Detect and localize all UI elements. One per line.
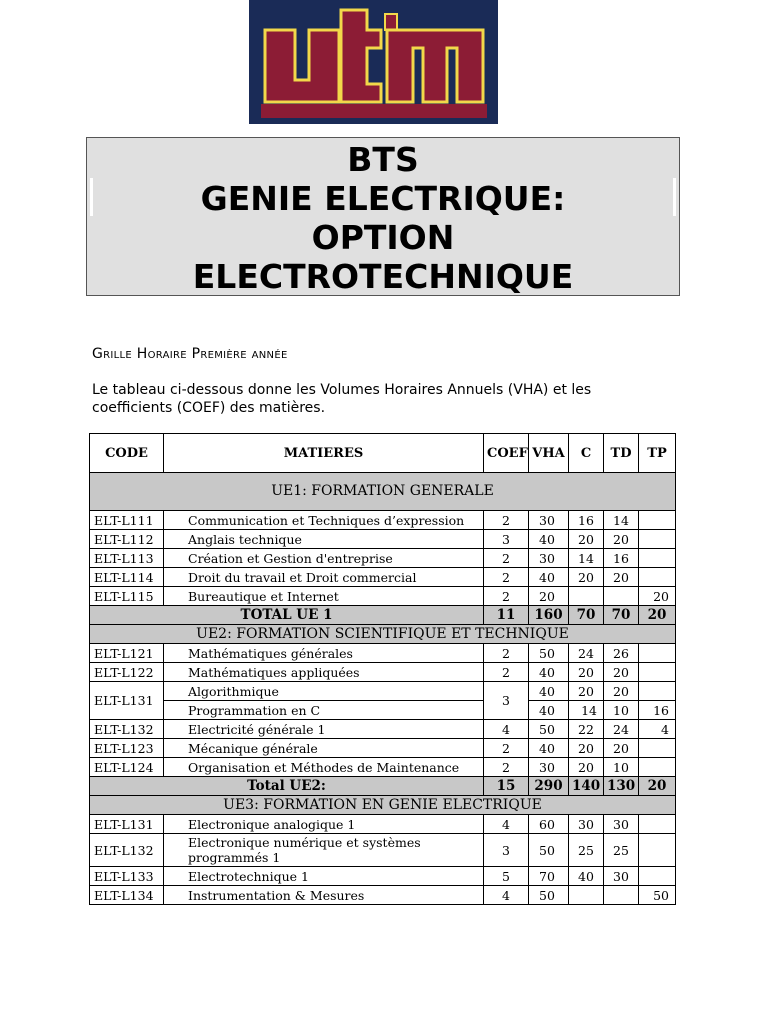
cell-coef: 2 [484, 568, 529, 587]
cell-tp [639, 739, 676, 758]
cell-vha: 40 [529, 568, 569, 587]
cell-vha: 50 [529, 834, 569, 867]
cell-td: 20 [604, 568, 639, 587]
cell-matiere: Création et Gestion d'entreprise [164, 549, 484, 568]
title-banner [86, 137, 680, 296]
cell-vha: 60 [529, 815, 569, 834]
cell-coef: 4 [484, 720, 529, 739]
cell-matiere: Mathématiques appliquées [164, 663, 484, 682]
cell-vha: 30 [529, 549, 569, 568]
section-row-ue2 [90, 625, 676, 644]
schedule-table [89, 433, 676, 905]
cell-matiere: Mathématiques générales [164, 644, 484, 663]
cell-c: 40 [569, 867, 604, 886]
cell-coef: 4 [484, 815, 529, 834]
cell-coef: 2 [484, 549, 529, 568]
cell-coef: 2 [484, 739, 529, 758]
cell-tp [639, 568, 676, 587]
header-coef: COEF [484, 434, 529, 473]
decor-tick [90, 178, 93, 216]
cell-td: 25 [604, 834, 639, 867]
cell-matiere: Electronique analogique 1 [164, 815, 484, 834]
cell-vha: 50 [529, 720, 569, 739]
cell-code: ELT-L132 [90, 720, 164, 739]
cell-td: 20 [604, 739, 639, 758]
cell-matiere: Communication et Techniques d’expression [164, 511, 484, 530]
total-td: 70 [604, 606, 639, 625]
cell-code: ELT-L124 [90, 758, 164, 777]
cell-code: ELT-L121 [90, 644, 164, 663]
cell-coef: 2 [484, 587, 529, 606]
section-heading: Grille Horaire Première année [92, 346, 288, 362]
cell-vha: 40 [529, 663, 569, 682]
cell-td: 20 [604, 530, 639, 549]
cell-vha: 70 [529, 867, 569, 886]
cell-td: 24 [604, 720, 639, 739]
cell-coef: 2 [484, 758, 529, 777]
cell-td: 14 [604, 511, 639, 530]
cell-matiere: Anglais technique [164, 530, 484, 549]
section-row-ue3 [90, 796, 676, 815]
cell-vha: 40 [529, 682, 569, 701]
cell-code: ELT-L113 [90, 549, 164, 568]
header-tp: TP [639, 434, 676, 473]
cell-td: 10 [604, 701, 639, 720]
total-tp: 20 [639, 777, 676, 796]
cell-c: 14 [569, 549, 604, 568]
header-td: TD [604, 434, 639, 473]
header-vha: VHA [529, 434, 569, 473]
cell-matiere: Mécanique générale [164, 739, 484, 758]
total-row-ue1 [90, 606, 676, 625]
cell-tp: 50 [639, 886, 676, 905]
cell-c: 24 [569, 644, 604, 663]
cell-c: 20 [569, 739, 604, 758]
cell-code: ELT-L112 [90, 530, 164, 549]
total-coef: 15 [484, 777, 529, 796]
total-c: 70 [569, 606, 604, 625]
cell-tp [639, 644, 676, 663]
cell-code: ELT-L134 [90, 886, 164, 905]
cell-tp [639, 663, 676, 682]
cell-code: ELT-L114 [90, 568, 164, 587]
cell-matiere: Droit du travail et Droit commercial [164, 568, 484, 587]
cell-td: 10 [604, 758, 639, 777]
cell-code: ELT-L131 [90, 815, 164, 834]
cell-c: 20 [569, 758, 604, 777]
cell-code: ELT-L115 [90, 587, 164, 606]
cell-c: 22 [569, 720, 604, 739]
total-row-ue2 [90, 777, 676, 796]
cell-vha: 40 [529, 701, 569, 720]
cell-tp: 4 [639, 720, 676, 739]
cell-vha: 40 [529, 530, 569, 549]
table-header-row [90, 434, 676, 473]
cell-vha: 30 [529, 758, 569, 777]
cell-td: 26 [604, 644, 639, 663]
cell-coef: 2 [484, 663, 529, 682]
table-row [90, 815, 676, 834]
table-row [90, 739, 676, 758]
cell-matiere: Programmation en C [164, 701, 484, 720]
header-matieres: MATIERES [164, 434, 484, 473]
section-title: UE1: FORMATION GENERALE [90, 473, 676, 511]
cell-vha: 20 [529, 587, 569, 606]
cell-matiere: Algorithmique [164, 682, 484, 701]
cell-matiere: Electrotechnique 1 [164, 867, 484, 886]
cell-matiere: Bureautique et Internet [164, 587, 484, 606]
cell-coef: 2 [484, 644, 529, 663]
total-coef: 11 [484, 606, 529, 625]
cell-vha: 40 [529, 739, 569, 758]
cell-coef: 3 [484, 682, 529, 720]
cell-code: ELT-L111 [90, 511, 164, 530]
decor-tick [673, 178, 676, 216]
table-row [90, 549, 676, 568]
total-label: Total UE2: [90, 777, 484, 796]
cell-td [604, 587, 639, 606]
cell-coef: 3 [484, 834, 529, 867]
table-row [90, 511, 676, 530]
cell-tp [639, 530, 676, 549]
cell-td [604, 886, 639, 905]
cell-c: 20 [569, 682, 604, 701]
cell-code: ELT-L132 [90, 834, 164, 867]
cell-coef: 3 [484, 530, 529, 549]
cell-tp [639, 549, 676, 568]
cell-c [569, 886, 604, 905]
cell-matiere: Electronique numérique et systèmes programmés 1 [164, 834, 484, 867]
cell-code: ELT-L131 [90, 682, 164, 720]
cell-code: ELT-L123 [90, 739, 164, 758]
table-row [90, 530, 676, 549]
table-row [90, 568, 676, 587]
cell-tp [639, 815, 676, 834]
cell-matiere: Organisation et Méthodes de Maintenance [164, 758, 484, 777]
cell-matiere: Instrumentation & Mesures [164, 886, 484, 905]
table-row [90, 682, 676, 701]
cell-td: 30 [604, 867, 639, 886]
total-label: TOTAL UE 1 [90, 606, 484, 625]
title-line-3: OPTION [311, 218, 455, 257]
cell-c: 20 [569, 663, 604, 682]
cell-c: 20 [569, 568, 604, 587]
cell-td: 20 [604, 682, 639, 701]
cell-tp [639, 682, 676, 701]
cell-tp: 16 [639, 701, 676, 720]
cell-code: ELT-L122 [90, 663, 164, 682]
title-line-1: BTS [347, 140, 419, 179]
table-row [90, 834, 676, 867]
table-row [90, 701, 676, 720]
cell-c [569, 587, 604, 606]
table-row [90, 867, 676, 886]
cell-td: 30 [604, 815, 639, 834]
total-c: 140 [569, 777, 604, 796]
section-title: UE2: FORMATION SCIENTIFIQUE ET TECHNIQUE [90, 625, 676, 644]
table-row [90, 587, 676, 606]
table-row [90, 663, 676, 682]
cell-coef: 2 [484, 511, 529, 530]
cell-tp: 20 [639, 587, 676, 606]
table-row [90, 758, 676, 777]
cell-vha: 50 [529, 886, 569, 905]
cell-tp [639, 758, 676, 777]
section-title: UE3: FORMATION EN GENIE ELECTRIQUE [90, 796, 676, 815]
table-row [90, 720, 676, 739]
total-vha: 160 [529, 606, 569, 625]
total-tp: 20 [639, 606, 676, 625]
title-line-4: ELECTROTECHNIQUE [192, 257, 574, 296]
total-td: 130 [604, 777, 639, 796]
header-c: C [569, 434, 604, 473]
cell-tp [639, 511, 676, 530]
table-row [90, 644, 676, 663]
cell-matiere: Electricité générale 1 [164, 720, 484, 739]
cell-code: ELT-L133 [90, 867, 164, 886]
utm-logo [249, 0, 498, 124]
table-row [90, 886, 676, 905]
total-vha: 290 [529, 777, 569, 796]
cell-tp [639, 834, 676, 867]
cell-tp [639, 867, 676, 886]
cell-c: 16 [569, 511, 604, 530]
cell-c: 20 [569, 530, 604, 549]
header-code: CODE [90, 434, 164, 473]
intro-paragraph: Le tableau ci-dessous donne les Volumes Horaires Annuels (VHA) et les coefficients (COEF) des matières. [92, 382, 592, 416]
cell-vha: 50 [529, 644, 569, 663]
utm-logo-graphic [249, 0, 498, 124]
section-row-ue1 [90, 473, 676, 511]
cell-td: 16 [604, 549, 639, 568]
cell-coef: 5 [484, 867, 529, 886]
cell-vha: 30 [529, 511, 569, 530]
cell-c: 25 [569, 834, 604, 867]
cell-coef: 4 [484, 886, 529, 905]
cell-c: 30 [569, 815, 604, 834]
cell-c: 14 [569, 701, 604, 720]
title-line-2: GENIE ELECTRIQUE: [200, 179, 566, 218]
cell-td: 20 [604, 663, 639, 682]
